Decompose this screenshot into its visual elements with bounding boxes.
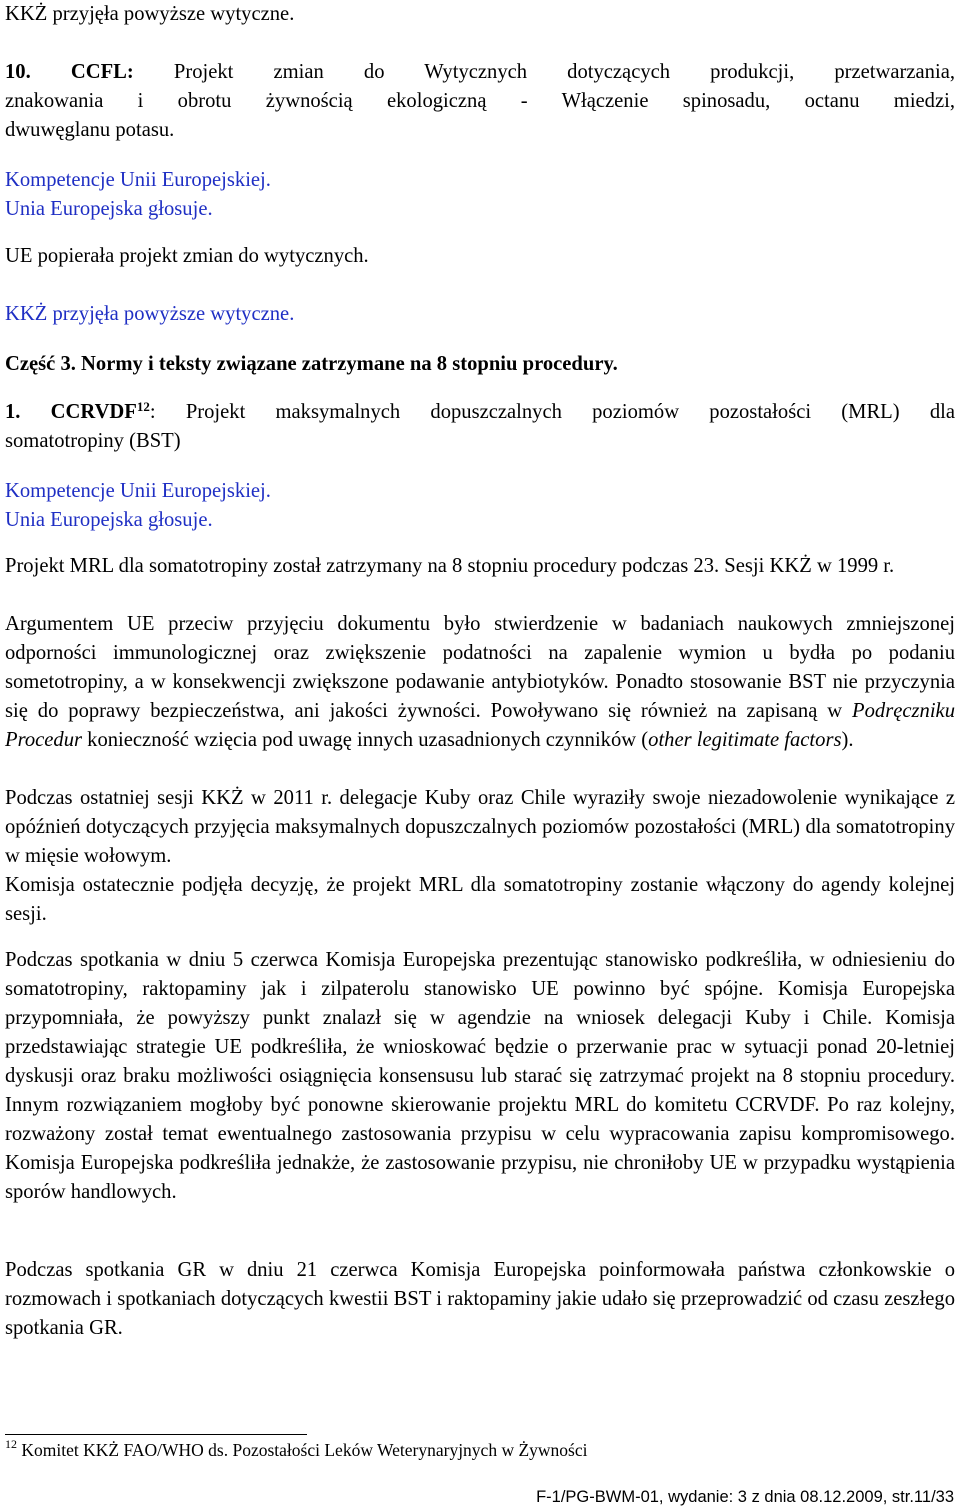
p2-text-3: ). [841, 729, 854, 751]
item-10-adopted: KKŻ przyjęła powyższe wytyczne. [5, 303, 295, 325]
item-10-title-part3: dwuwęglanu potasu. [5, 119, 175, 141]
item-1-number: 1. [5, 401, 21, 423]
item-10-competence-block [5, 166, 955, 224]
item-10-header [5, 58, 955, 145]
item-10-title-part1: Projekt zmian do Wytycznych dotyczących produkcji, przetwarzania, [173, 61, 955, 83]
footnote-ref-12: 12 [136, 399, 150, 414]
item-1-paragraph-6: Podczas spotkania GR w dniu 21 czerwca Komisja Europejska poinformowała państwa członkowskie o rozmowach i spotkaniach dotyczących kwestii BST i raktopaminy jakie udało się przeprowadzić od czasu zeszłego spotkania GR. [5, 1259, 955, 1339]
footnote-number: 12 [5, 1437, 17, 1451]
p2-italic-manual: Podręczniku Procedur [5, 700, 955, 751]
item-10-title-part2: znakowania i obrotu żywnością ekologiczną - Włączenie spinosadu, octanu miedzi, [5, 90, 955, 112]
footnote [5, 1438, 588, 1462]
item-1-vote: Unia Europejska głosuje. [5, 509, 213, 531]
item-10-code: CCFL: [70, 61, 134, 83]
item-10-competence: Kompetencje Unii Europejskiej. [5, 169, 271, 191]
item-10-line-1 [5, 58, 955, 87]
item-1-title-part2: somatotropiny (BST) [5, 430, 181, 452]
p2-italic-factors: other legitimate factors [648, 729, 842, 751]
item-10-number: 10. [5, 61, 31, 83]
item-1-competence-block [5, 477, 955, 535]
item-1-code: CCRVDF [50, 401, 137, 423]
footnote-separator [5, 1434, 307, 1435]
p2-text-2: konieczność wzięcia pod uwagę innych uzasadnionych czynników ( [82, 729, 649, 751]
adoption-note-top: KKŻ przyjęła powyższe wytyczne. [5, 3, 295, 25]
item-1-paragraph-5: Podczas spotkania w dniu 5 czerwca Komisja Europejska prezentując stanowisko podkreśliła, w odniesieniu do somatotropiny, raktopaminy jak i zilpaterolu stanowisko UE powinno być spójne. Komisja Europejska przypomniała, że powyższy punkt znalazł się w agendzie na wniosek delegacji Kuby i Chile. Komisja przedstawiając strategie UE podkreśliła, że wnioskować będzie o przerwanie prac w sytuacji ponad 20-letniej dyskusji oraz braku możliwości osiągnięcia konsensusu lub starać się zatrzymać projekt na 8 stopniu procedury. Innym rozwiązaniem mogłoby być ponowne skierowanie projektu MRL do komitetu CCRVDF. Po raz kolejny, rozważony został temat ewentualnego zastosowania przypisu w celu wypracowania zapisu kompromisowego. Komisja Europejska podkreśliła jednakże, że zastosowanie przypisu, nie chroniłoby UE w przypadku wystąpienia sporów handlowych. [5, 949, 955, 1203]
item-1-paragraph-1: Projekt MRL dla somatotropiny został zatrzymany na 8 stopniu procedury podczas 23. Sesji KKŻ w 1999 r. [5, 555, 895, 577]
item-1-paragraph-2 [5, 610, 955, 755]
item-1-paragraph-4: Komisja ostatecznie podjęła decyzję, że projekt MRL dla somatotropiny zostanie włączony do agendy kolejnej sesji. [5, 874, 955, 925]
p2-text-1: Argumentem UE przeciw przyjęciu dokumentu było stwierdzenie w badaniach naukowych zmniejszonej odporności immunologicznej oraz zwiększenie podatności na zapalenie wymion u bydła po podaniu sometotropiny, a w konsekwencji zwiększone podawanie antybiotyków. Ponadto stosowanie BST nie przyczynia się do poprawy bezpieczeństwa, ani jakości żywności. Powoływano się również na zapisaną w [5, 613, 955, 722]
item-1-line-1 [5, 398, 955, 427]
item-1-paragraph-3: Podczas ostatniej sesji KKŻ w 2011 r. delegacje Kuby oraz Chile wyraziły swoje niezadowolenie wynikające z opóźnień dotyczących przyjęcia maksymalnych dopuszczalnych poziomów pozostałości (MRL) dla somatotropiny w mięsie wołowym. [5, 787, 955, 867]
item-1-competence: Kompetencje Unii Europejskiej. [5, 480, 271, 502]
page-footer: F-1/PG-BWM-01, wydanie: 3 z dnia 08.12.2009, str.11/33 [536, 1488, 954, 1506]
item-1-header [5, 398, 955, 456]
footnote-text: Komitet KKŻ FAO/WHO ds. Pozostałości Leków Weterynaryjnych w Żywności [21, 1440, 588, 1460]
item-10-eu-support: UE popierała projekt zmian do wytycznych. [5, 245, 369, 267]
item-1-title-part1: : Projekt maksymalnych dopuszczalnych poziomów pozostałości (MRL) dla [149, 401, 955, 423]
item-10-vote: Unia Europejska głosuje. [5, 198, 213, 220]
part-3-heading: Część 3. Normy i teksty związane zatrzymane na 8 stopniu procedury. [5, 353, 618, 375]
